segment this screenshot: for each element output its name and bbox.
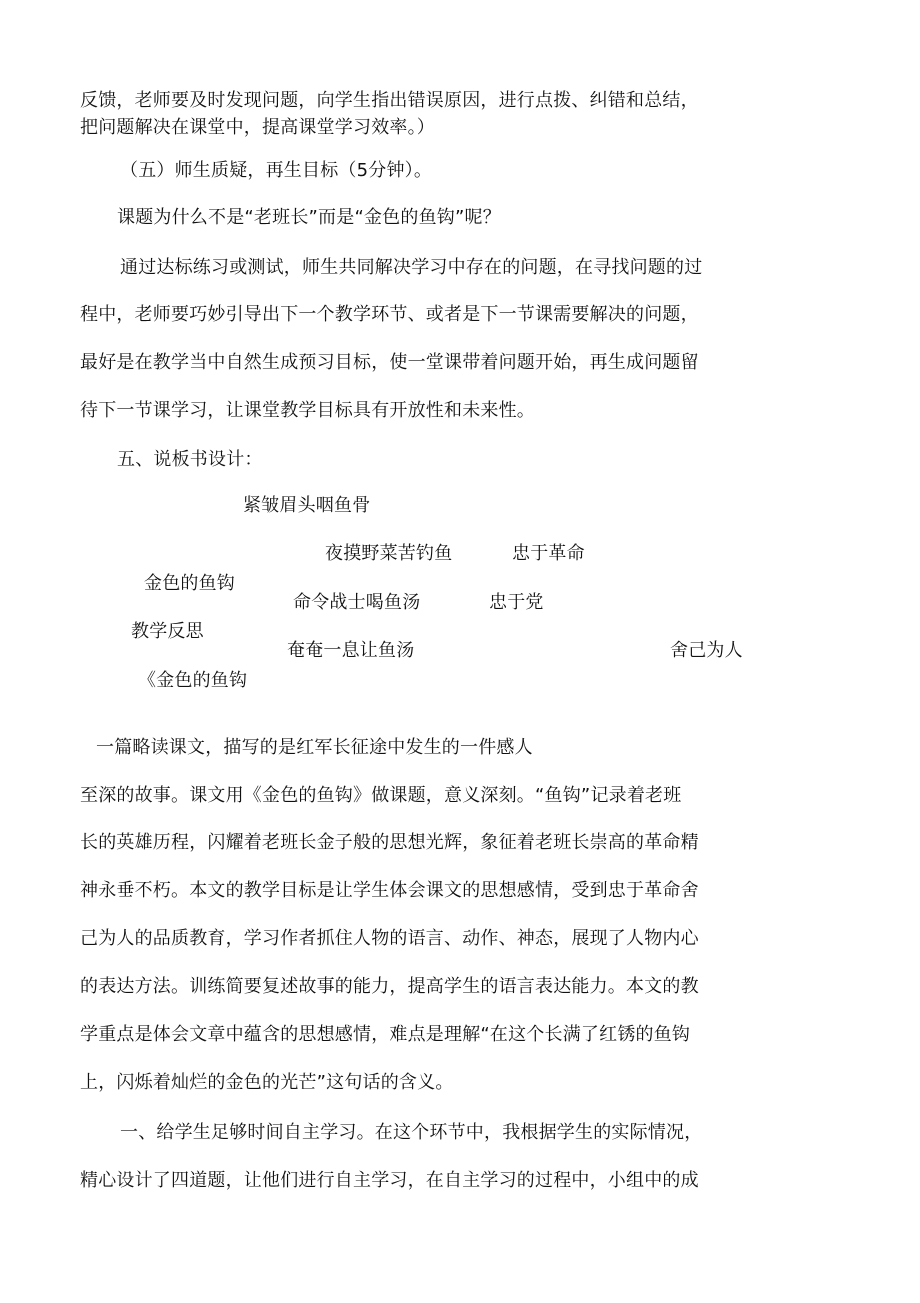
board-row: 夜摸野菜苦钓鱼 bbox=[325, 543, 453, 564]
paragraph-line: 长的英雄历程，闪耀着老班长金子般的思想光辉，象征着老班长崇高的革命精 bbox=[80, 832, 699, 853]
paragraph-line: 精心设计了四道题，让他们进行自主学习，在自主学习的过程中，小组中的成 bbox=[80, 1170, 699, 1191]
paragraph-line: 最好是在教学当中自然生成预习目标，使一堂课带着问题开始，再生成问题留 bbox=[80, 352, 699, 373]
paragraph-line: 上，闪烁着灿烂的金色的光芒”这句话的含义。 bbox=[80, 1072, 454, 1093]
paragraph-line: 程中，老师要巧妙引导出下一个教学环节、或者是下一节课需要解决的问题， bbox=[80, 304, 699, 325]
paragraph-line: 己为人的品质教育，学习作者抓住人物的语言、动作、神态，展现了人物内心 bbox=[80, 928, 699, 949]
section-heading: 五、说板书设计： bbox=[117, 449, 263, 470]
paragraph-line: 待下一节课学习，让课堂教学目标具有开放性和未来性。 bbox=[80, 400, 535, 421]
paragraph-line: 一、给学生足够时间自主学习。在这个环节中，我根据学生的实际情况， bbox=[120, 1122, 703, 1143]
board-theme: 忠于革命 bbox=[512, 543, 585, 564]
board-theme: 舍己为人 bbox=[670, 640, 743, 661]
paragraph-line: 学重点是体会文章中蕴含的思想感情，难点是理解“在这个长满了红锈的鱼钩 bbox=[80, 1024, 691, 1045]
board-theme: 忠于党 bbox=[489, 592, 544, 613]
paragraph-line: 通过达标练习或测试，师生共同解决学习中存在的问题，在寻找问题的过 bbox=[120, 257, 703, 278]
board-title: 金色的鱼钩 bbox=[144, 573, 235, 594]
board-row: 奄奄一息让鱼汤 bbox=[287, 640, 415, 661]
question-line: 课题为什么不是“老班长”而是“金色的鱼钩”呢？ bbox=[117, 207, 501, 228]
paragraph-line: 把问题解决在课堂中，提高课堂学习效率。） bbox=[80, 117, 435, 138]
section-label: 教学反思 bbox=[131, 621, 204, 642]
section-heading: （五）师生质疑，再生目标（5分钟）。 bbox=[120, 160, 433, 181]
paragraph-line: 神永垂不朽。本文的教学目标是让学生体会课文的思想感情，受到忠于革命舍 bbox=[80, 880, 699, 901]
book-title: 《金色的鱼钩 bbox=[138, 670, 248, 691]
paragraph-line: 反馈，老师要及时发现问题，向学生指出错误原因，进行点拨、纠错和总结， bbox=[80, 90, 699, 111]
paragraph-line: 至深的故事。课文用《金色的鱼钩》做课题，意义深刻。“鱼钩”记录着老班 bbox=[80, 785, 682, 806]
paragraph-line: 的表达方法。训练简要复述故事的能力，提高学生的语言表达能力。本文的教 bbox=[80, 976, 699, 997]
board-row: 命令战士喝鱼汤 bbox=[293, 592, 421, 613]
paragraph-line: 一篇略读课文，描写的是红军长征途中发生的一件感人 bbox=[96, 737, 533, 758]
board-row: 紧皱眉头咽鱼骨 bbox=[243, 495, 371, 516]
